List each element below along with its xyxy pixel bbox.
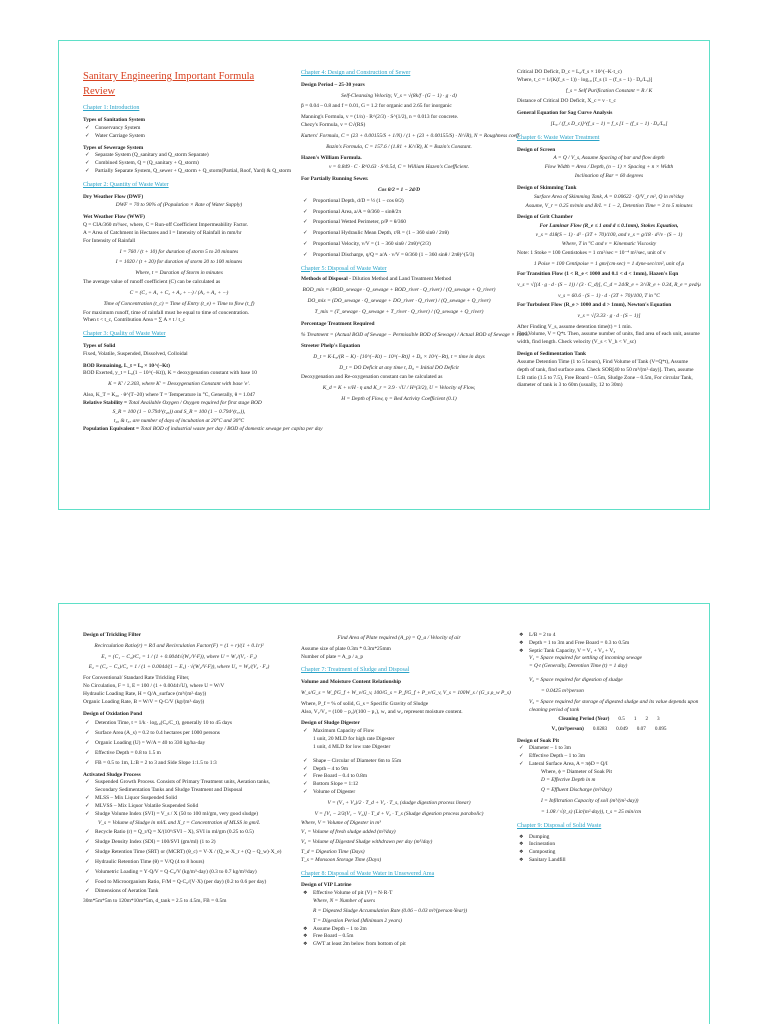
section-heading: Wet Weather Flow (WWF): [83, 214, 145, 221]
table-cell: 2: [645, 716, 649, 723]
list-item: ✓ Depth – 4 to 9m: [301, 766, 497, 774]
formula: v_s = 418(S − 1) · d² · (3T + 70)/100, and v_s = g/18 · d²/ν · (S − 1): [535, 232, 683, 239]
formula: Bazin's Formula, C = 157.6 / (1.81 + K/√R), K = Bazin's Constant.: [326, 143, 472, 150]
text-line: After Finding V_s, assume detention time(t) = 1 min.: [517, 323, 632, 330]
section-heading: Design Period – 25-30 years: [301, 81, 365, 88]
list-item: ❖ Dumping: [517, 834, 701, 842]
list-item: ✓ Diameter – 1 to 3m: [517, 745, 701, 753]
formula: V₁ = Volume of fresh sludge added (m³/day): [301, 829, 396, 836]
formula: Total BOD of industrial waste per day / BOD of domestic sewage per capita per day: [140, 426, 323, 433]
section-heading: Types of Sewerage System: [83, 144, 144, 151]
section-heading: Design of VIP Latrine: [301, 882, 352, 889]
list-item: ✓ Proportional Discharge, q/Q = a/A · v/V = θ/360 (1 − 360 sinθ / 2πθ)^(5/3): [301, 252, 497, 260]
formula: Total Available Oxygen / Oxygen required for first stage BOD: [128, 399, 262, 406]
page1-column-3: [517, 69, 701, 501]
formula: v_s = 60.6 · (S − 1) · d · (3T + 70)/100, T in °C: [558, 293, 660, 300]
chapter-3-heading: Chapter 3: Quality of Waste Water: [83, 331, 166, 338]
formula: = 0.0425 m³/person: [541, 687, 584, 694]
formula: Where, t = Duration of Storm in minutes: [135, 270, 223, 277]
text-line: Assume Detention Time (1 to 5 hours), Find Volume of Tank (V=Q*t), Assume depth of tank, find surface area. Check SOR[40 to 50 m³/(m²·day)]. Then, assume L:B ratio (1.5 to 7.5), Free Board – 0.5m, Sludge Zone – 0.5m, For circular Tank, diameter of tank is 3 to 60m (usually, 12 to 30m): [517, 358, 694, 389]
chapter-8-heading: Chapter 8: Disposal of Waste Water in Unsewered Area: [301, 870, 435, 877]
formula: V₃ = Space required for storage of digested sludge and its value depends upon cleaning period of tank: [529, 698, 699, 713]
cleaning-period-table-row: [517, 726, 701, 734]
list-item: ✓ Free Board – 0.4 to 0.8m: [301, 773, 497, 781]
formula: Organic Loading Rate, B = W/V = Q·C/V (kg/(m³·day)): [83, 698, 205, 705]
text-line: β = 0.04 – 0.8 and f = 0.01, G = 1.2 for organic and 2.65 for inorganic: [301, 103, 452, 110]
formula: No Circulation, F = 1, E = 100 / (1 + 0.0044√U), where U = W/V: [83, 683, 225, 690]
formula: T_d = Digestion Time (Days): [301, 849, 365, 856]
list-item: ✓ Surface Area (A_s) = 0.2 to 0.4 hectares per 1000 persons: [83, 730, 275, 738]
section-heading: Activated Sludge Process: [83, 771, 141, 778]
list-item: ✓ Maximum Capacity of Flow: [301, 728, 497, 736]
section-heading: Design of Screen: [517, 146, 556, 153]
section-heading: Methods of Disposal: [301, 276, 348, 283]
list-item: ✓ Water Carriage System: [83, 133, 275, 141]
formula: f_s = Self Purification Constant = R / K: [565, 87, 653, 94]
text-line: Where, P_f = % of solid, G_s = Specific Gravity of Sludge: [301, 700, 429, 707]
list-item: ✓ Separate System (Q_sanitary and Q_storm Separate): [83, 152, 275, 160]
formula: I = Infiltration Capacity of soil (m³/(m²·day)): [541, 798, 639, 805]
formula: Chezy's Formula, v = C√(RS): [301, 122, 366, 128]
section-heading: Hazen's William Formula.: [301, 155, 362, 162]
text-line: Find Volume, V = Q*t. Then, assume number of units, find area of each unit, assume width, find length. Check velocity (V_s < V_h < V_sc): [517, 331, 700, 346]
list-item: ✓ Sludge Retention Time (SRT) or (MCRT) (θ_c) = V·X / (Q_w·X_r + (Q − Q_w)·X_e): [83, 849, 275, 857]
formula: V = [V₁ − 2/3(V₁ − V₂)] · T_d + V₂ · T_s (Sludge digestion process parabolic): [314, 810, 484, 817]
chapter-7-heading: Chapter 7: Treatment of Sludge and Disposal: [301, 667, 410, 674]
section-heading: Volume and Moisture Content Relationship: [301, 679, 402, 686]
text-line: Where, ϕ = Diameter of Soak Pit: [541, 768, 612, 775]
formula: V₂ = Space required for digestion of sludge: [529, 677, 623, 684]
section-heading: BOD Remaining, L_t = L₀ × 10^(−Kt): [83, 362, 170, 369]
list-item: ❖ Sanitary Landfill: [517, 857, 701, 865]
section-heading: Design of Trickling Filter: [83, 632, 142, 638]
cleaning-period-table-header: [517, 716, 701, 724]
list-item: ✓ Food to Microorganism Ratio, F/M = Q·C₀/(V·X) (per day) (0.2 to 0.6 per day): [83, 879, 275, 887]
formula: For Laminar Flow (R_e ≤ 1 and d ≤ 0.1mm), Stokes Equation,: [539, 223, 679, 230]
formula: v_s = √[3.33 · g · d · (S − 1)]: [577, 312, 641, 319]
list-item: ❖ Septic Tank Capacity, V = V₁ + V₂ + V₃: [517, 648, 701, 656]
formula: I = 1020 / (t + 20) for duration of storm 20 to 100 minutes: [115, 259, 243, 266]
text-line: Fixed, Volatile, Suspended, Dissolved, Colloidal: [83, 350, 188, 357]
text-line: Distance of Critical DO Deficit, X_c = v · t_c: [517, 98, 616, 105]
formula: Find Area of Plate required (A_p) = Q_a / Velocity of air: [337, 635, 461, 641]
document-page-2: [58, 603, 710, 1024]
list-item: ✓ Volumetric Loading = Y·Q/V = Q·C₀/V (kg/m³·day) (0.3 to 0.7 kg/m³/day): [83, 869, 275, 877]
list-item: ✓ Bottom Slope = 1:12: [301, 781, 497, 789]
formula: Manning's Formula, v = (1/n) · R^(2/3) · S^(1/2), n = 0.013 for concrete.: [301, 114, 459, 121]
formula: D_t = DO Deficit at any time t, D₀ = Initial DO Deficit: [339, 365, 459, 372]
list-item: ✓ Effective Depth = 0.8 to 1.5 m: [83, 750, 275, 758]
section-heading: Design of Sludge Digester: [301, 720, 360, 727]
formula: v = 0.849 · C · R^0.63 · S^0.54, C = William Hazen's Coefficient.: [328, 164, 470, 171]
formula: K_d = K + v/H · η and K_r = 3.9 · √U / H^(3/2), U = Velocity of Flow,: [322, 384, 476, 391]
formula: v_s = √[(4 · g · d · (S − 1)) / (3 · C_d)], C_d = 24/R_e + 3/√R_e + 0.34, R_e = ρvd/μ: [517, 282, 701, 289]
page2-column-3: [517, 632, 701, 1024]
formula: Cos θ/2 = 1 − 2d/D: [378, 186, 420, 193]
table-cell: 0.07: [636, 725, 646, 732]
list-item: ❖ Depth = 1 to 3m and Free Board = 0.3 to 0.5m: [517, 640, 701, 648]
formula: Where, T in °C and ν = Kinematic Viscosity: [561, 240, 657, 247]
formula: Flow Width = Area / Depth, (n − 1) × Spacing + n × Width: [544, 164, 674, 171]
formula: D_t = K·L₀/(R − K) · [10^(−Kt) − 10^(−Rt)] + D₀ × 10^(−Rt), t = time in days: [313, 354, 485, 361]
text-line: 1 unit, 20 MLD for high rate Digester: [313, 736, 395, 743]
table-cell: 0.095: [654, 725, 667, 732]
formula: Kutters' Formula, C = (23 + 0.00155/S + 1/N) / (1 + (23 + 0.00155/S) · N/√R), N = Roughness coeff.: [301, 132, 521, 139]
table-header-cell: Cleaning Period (Year): [558, 716, 610, 723]
formula: For Turbulent Flow (R_e > 1000 and d > 1mm), Newton's Equation: [517, 301, 672, 308]
table-cell: 1: [633, 716, 637, 723]
text-line: Also, V₁/V₂ = (100 − p₂)/(100 − p₁), w₁ and w₂ represent moisture content.: [301, 708, 463, 715]
list-item: ✓ Sludge Density Index (SDI) = 100/SVI (gm/ml) (1 to 2): [83, 839, 275, 847]
list-item: ❖ Incineration: [517, 841, 701, 849]
list-item: ✓ Partially Separate System, Q_sewer + Q_storm + Q_storm(Partial, Roof, Yard) & Q_storm: [83, 168, 275, 176]
formula: Hydraulic Loading Rate, H = Q/A_surface (m³/(m²·day)): [83, 690, 207, 697]
formula: H = Depth of Flow, η = Bed Activity Coefficient (0.1): [341, 395, 457, 402]
formula: D = Effective Depth in m: [541, 776, 596, 783]
list-item: ✓ Proportional Wetted Perimeter, p/P = θ/360: [301, 219, 497, 227]
formula: Assume, V_r = 0.25 m/min and B/L = 1 − 2, Detention Time = 3 to 5 minutes: [525, 202, 693, 209]
formula: [L₀ / (f_s D_c)]^(f_s − 1) = f_s [1 − (f_s − 1) · D₀/L₀]: [550, 121, 668, 128]
section-heading: Relative Stability =: [83, 399, 128, 406]
section-heading: Design of Sedimentation Tank: [517, 351, 587, 358]
list-item: ✓ MLSS – Mix Liquor Suspended Solid: [83, 795, 275, 803]
list-item: ✓ Conservancy System: [83, 125, 275, 133]
chapter-6-heading: Chapter 6: Waste Water Treatment: [517, 134, 600, 141]
text-line: For Intensity of Rainfall: [83, 237, 136, 244]
list-item: ✓ Detention Time, t = 1/k · log₁₀(C₀/C_t), generally 10 to 45 days: [83, 720, 275, 728]
list-item: ✓ Suspended Growth Process. Consists of Primary Treatment units, Aeration tanks, Secondary Sedimentation Tanks and Sludge Treatment and Disposal: [83, 779, 275, 795]
chapter-1-heading: Chapter 1: Introduction: [83, 105, 140, 112]
list-item: ❖ L/B = 2 to 4: [517, 632, 701, 640]
text-line: BOD Exerted, y_t = L₀(1 − 10^(−Kt)), K = deoxygenation constant with base 10: [83, 370, 257, 377]
section-heading: Population Equivalent =: [83, 426, 140, 433]
section-heading: Dry Weather Flow (DWF): [83, 193, 144, 200]
section-heading: Design of Oxidation Pond: [83, 710, 143, 717]
document-page-1: [58, 40, 710, 510]
section-heading: For Partially Running Sewer.: [301, 176, 369, 183]
list-item: ❖ Assume Depth – 1 to 2m: [301, 926, 497, 934]
formula: A = Q / V_s, Assume Spacing of bar and flow depth: [553, 155, 665, 162]
section-heading: Percentage Treatment Required: [301, 320, 375, 327]
list-item: ✓ Proportional Area, a/A = θ/360 − sinθ/2π: [301, 209, 497, 217]
formula: E₁ = (C₁ − C₂)/C₁ = 1 / (1 + 0.0044√(W₁/V·F)), where U = W₁/(V₁ · F₁): [101, 653, 257, 660]
formula: Critical DO Deficit, D_c = L₀/f_s × 10^(−K·t_c): [517, 69, 622, 75]
table-cell: 0.049: [616, 725, 628, 732]
section-heading: Types of Sanitation System: [83, 117, 146, 124]
list-item: ✓ Proportional Velocity, v/V = (1 − 360 sinθ / 2πθ)^(2/3): [301, 241, 497, 249]
text-line: 1 unit, 4 MLD for low rate Digester: [313, 743, 391, 750]
list-item: ❖ Effective Volume of pit (V) = N·R·T: [301, 890, 497, 898]
section-heading: Streeter Phelp's Equation: [301, 343, 361, 350]
page2-column-2: [301, 632, 511, 1024]
text-line: 30m*5m*5m to 120m*10m*5m, d_tank = 2.5 to 4.5m, FB = 0.5m: [83, 898, 227, 905]
formula: Number of plate = A_p / a_p: [301, 653, 364, 660]
chapter-9-heading: Chapter 9: Disposal of Solid Waste: [517, 822, 602, 829]
list-item: ✓ Combined System, Q = (Q_sanitary + Q_storm): [83, 160, 275, 168]
text-line: Also, K_T = K₂₀ · θ^(T−20) where T = Temperature in °C, Generally, θ = 1.047: [83, 392, 256, 399]
formula: Recirculation Ratio(r) = R/I and Recirculation Factor(F) = (1 + r)/(1 + 0.1r)²: [94, 642, 264, 649]
formula: T_s = Monsoon Storage Time (Days): [301, 856, 382, 863]
formula: V₁ = Space required for settling of incoming sewage: [529, 655, 642, 662]
formula: Where, N = Number of users: [313, 898, 376, 905]
list-item: ✓ Organic Loading (U) = W/A = 40 to 330 kg/ha·day: [83, 740, 275, 748]
formula: K = K′ / 2.303, where K′ = Deoxygenation Constant with base 'e'.: [108, 381, 250, 388]
formula: Where, t_c = 1/(K(f_s − 1)) · log₁₀ [f_s (1 − (f_s − 1) · D₀/L₀)]: [517, 76, 653, 83]
list-item: ✓ Lateral Surface Area, A = πϕD = Q/I: [517, 761, 701, 769]
list-item: ✓ Sludge Volume Index (SVI) = V_s / X (50 to 100 ml/gm, very good sludge): [83, 811, 275, 819]
list-item: ✓ Effective Depth – 1 to 3m: [517, 753, 701, 761]
formula: R = Digested Sludge Accumulation Rate (0.06 – 0.03 m³/(person·Year)): [313, 907, 468, 914]
formula: = 1.08 / √(t_s) (Lit/(m²·day)), t_s = 25 min/cm: [541, 809, 642, 816]
page1-column-1: [83, 69, 323, 501]
page1-column-2: [301, 69, 529, 501]
text-line: - Dilution Method and Land Treatment Method: [349, 276, 452, 283]
list-item: ✓ Volume of Digester: [301, 789, 497, 797]
section-heading: Design of Grit Chamber: [517, 214, 573, 221]
text-line: Deoxygenation and Re-oxygenation constant can be calculated as: [301, 373, 443, 380]
list-item: ❖ Composting: [517, 849, 701, 857]
formula: C = (C₁ + A₁ + C₂ + A₂ + ···) / (A₁ + A₂ + ···): [129, 289, 229, 296]
list-item: ✓ Dimensions of Aeration Tank: [83, 888, 275, 896]
text-line: For Conventional/ Standard Rate Trickling Filter,: [83, 675, 190, 682]
formula: V₂ = Volume of Digested Sludge withdrawn per day (m³/day): [301, 839, 433, 846]
section-heading: Types of Solid: [83, 342, 116, 349]
section-heading: Design of Soak Pit: [517, 737, 560, 744]
formula: T = Digestion Period (Minimum 2 years): [313, 917, 402, 924]
document-title: Sanitary Engineering Important Formula Review: [83, 71, 255, 98]
formula: 1 Poise = 100 Centipoise = 1 gm/(cm·sec) = 1 dyne·sec/cm², unit of μ: [533, 260, 685, 267]
formula: % Treatment = (Actual BOD of Sewage − Permissible BOD of Sewage) / Actual BOD of Sewage × 100%: [301, 331, 529, 338]
formula: V = (V₁ + V₂)/2 · T_d + V₂ · T_s, (sludge digestion process linear): [327, 799, 471, 806]
list-item: ✓ Proportional Depth, d/D = ½ (1 − cos θ/2): [301, 198, 497, 206]
formula: Q = Effluent Discharge (m³/day): [541, 787, 612, 794]
formula: For Transition Flow (1 < R_e < 1000 and 0.1 < d < 1mm), Hazen's Eqn: [517, 271, 679, 278]
text-line: Q = CIA/360 m³/sec, where, C = Run-off Coefficient Impermeability Factor.: [83, 222, 249, 229]
table-cell: 0.0283: [592, 725, 608, 732]
text-line: For maximum runoff, time of rainfall must be equal to time of concentration.: [83, 309, 250, 316]
formula: = Q·t (Generally, Detention Time (t) = 1 day): [529, 663, 628, 670]
formula: Self-Cleansing Velocity, V_s = √(8k/f · (G − 1) · g · d): [341, 92, 457, 99]
text-line: The average value of runoff coefficient (C) can be calculated as: [83, 279, 221, 286]
formula: DWF = 70 to 90% of (Population × Rate of Water Supply): [115, 202, 243, 209]
list-item: ✓ FB = 0.5 to 1m, L:B = 2 to 3 and Side Slope 1:1.5 to 1:3: [83, 760, 275, 768]
formula: DO_mix = (DO_sewage · Q_sewage + DO_river · Q_river) / (Q_sewage + Q_river): [307, 298, 491, 305]
formula: Time of Concentration (t_c) = Time of Entry (t_e) + Time to flow (t_f): [103, 300, 255, 307]
list-item: ✓ Hydraulic Retention Time (θ) = V/Q (4 to 8 hours): [83, 859, 275, 867]
formula: S_R = 100 (1 − 0.794^(t₂₀)) and S_R = 100 (1 − 0.794^(t₃₇)),: [112, 408, 246, 415]
text-line: Note: 1 Stoke = 100 Centistokes = 1 cm²/sec = 10⁻⁴ m²/sec, unit of ν: [517, 249, 666, 256]
text-line: Assume size of plate 0.3m * 0.3m*25mm: [301, 645, 391, 652]
formula: I = 760 / (t + 10) for duration of storm 5 to 20 minutes: [119, 248, 239, 255]
section-heading: Design of Skimming Tank: [517, 184, 577, 191]
formula: Where, V = Volume of Digester in m³: [301, 819, 381, 826]
table-cell: 3: [657, 716, 660, 723]
page2-column-1: [83, 632, 282, 1024]
text-line: A = Area of Catchment in Hectares and I = Intensity of Rainfall in mm/hr: [83, 229, 242, 236]
list-item: ✓ MLVSS – Mix Liquor Volatile Suspended Solid: [83, 803, 275, 811]
list-item: ✓ Shape – Circular of Diameter 6m to 55m: [301, 758, 497, 766]
formula: Inclination of Bar = 60 degrees: [574, 173, 644, 180]
formula: W_s/G_s = W_f/G_f + W_v/G_v, 100/G_s = P_f/G_f + P_v/G_v, V_s = 100W_s / (G_s ρ_w P_s): [301, 690, 511, 696]
formula: T_mix = (T_sewage · Q_sewage + T_river · Q_river) / (Q_sewage + Q_river): [314, 308, 484, 315]
chapter-2-heading: Chapter 2: Quantity of Waste Water: [83, 181, 169, 188]
formula: V_s = Volume of Sludge in ml/L and X_t = Concentration of MLSS in gm/L: [97, 819, 260, 826]
list-item: ✓ Proportional Hydraulic Mean Depth, r/R = (1 − 360 sinθ / 2πθ): [301, 230, 497, 238]
list-item: ❖ GWT at least 2m below from bottom of pit: [301, 941, 497, 949]
chapter-4-heading: Chapter 4: Design and Construction of Sewer: [301, 70, 411, 76]
formula: t₂₀ & t₃₇ are number of days of incubation at 20°C and 30°C: [113, 417, 245, 424]
list-item: ❖ Free Board – 0.5m: [301, 933, 497, 941]
section-heading: General Equation for Sag Curve Analysis: [517, 110, 613, 117]
list-item: ✓ Recycle Ratio (r) = Q_r/Q = X/(10⁶/SVI − X), SVI in ml/gm (0.25 to 0.5): [83, 829, 275, 837]
table-cell: 0.5: [618, 716, 625, 723]
chapter-5-heading: Chapter 5: Disposal of Waste Water: [301, 265, 387, 272]
formula: BOD_mix = (BOD_sewage · Q_sewage + BOD_river · Q_river) / (Q_sewage + Q_river): [302, 287, 496, 294]
table-header-cell: V₃ (m³/person): [551, 725, 584, 732]
formula: Surface Area of Skimming Tank, A = 0.00622 · Q/V_r m², Q in m³/day: [533, 193, 685, 200]
text-line: When t < t_c, Contribution Area = ∑ A × t / t_c: [83, 317, 186, 324]
formula: E₂ = (C₂ − C₃)/C₂ = 1 / (1 + 0.0044/(1 − E₁) · √(W₂/V·F)), where U₂ = W₂/(V₂ · F₂): [88, 664, 270, 671]
